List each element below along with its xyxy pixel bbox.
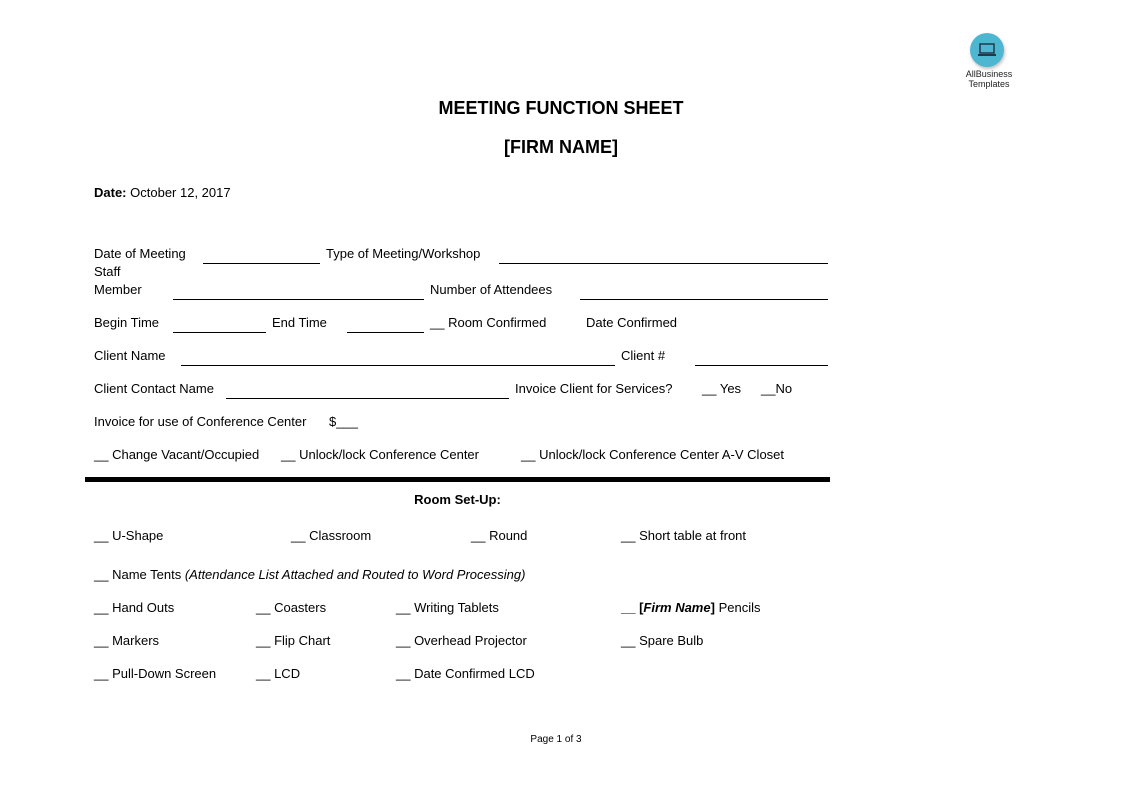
- logo-badge: [970, 33, 1004, 67]
- name-tents-note: (Attendance List Attached and Routed to Word Processing): [184, 567, 526, 582]
- coasters-checkbox[interactable]: __ Coasters: [256, 600, 327, 615]
- client-number-label: Client #: [621, 348, 666, 363]
- firm-name-title: [FIRM NAME]: [504, 137, 618, 157]
- short-table-checkbox[interactable]: __ Short table at front: [621, 528, 747, 543]
- u-shape-checkbox[interactable]: __ U-Shape: [94, 528, 164, 543]
- end-time-label: End Time: [272, 315, 327, 330]
- type-of-meeting-field[interactable]: [499, 263, 828, 264]
- date-of-meeting-field[interactable]: [203, 263, 320, 264]
- staff-label: Staff: [94, 264, 121, 279]
- date-confirmed-lcd-checkbox[interactable]: __ Date Confirmed LCD: [396, 666, 535, 681]
- overhead-projector-checkbox[interactable]: __ Overhead Projector: [396, 633, 527, 648]
- invoice-client-label: Invoice Client for Services?: [515, 381, 673, 396]
- pull-down-screen-checkbox[interactable]: __ Pull-Down Screen: [94, 666, 217, 681]
- logo-line-1: AllBusiness: [965, 69, 1013, 79]
- markers-checkbox[interactable]: __ Markers: [94, 633, 160, 648]
- unlock-av-checkbox[interactable]: __ Unlock/lock Conference Center A-V Closet: [521, 447, 785, 462]
- date-row: [94, 185, 231, 201]
- date-label: Date:: [94, 185, 127, 200]
- flip-chart-checkbox[interactable]: __ Flip Chart: [256, 633, 331, 648]
- round-checkbox[interactable]: __ Round: [471, 528, 528, 543]
- member-label: Member: [94, 282, 142, 297]
- staff-member-field[interactable]: [173, 299, 424, 300]
- invoice-conference-label: Invoice for use of Conference Center: [94, 414, 307, 429]
- change-vacant-checkbox[interactable]: __ Change Vacant/Occupied: [94, 447, 260, 462]
- date-confirmed-label: Date Confirmed: [586, 315, 678, 330]
- writing-tablets-checkbox[interactable]: __ Writing Tablets: [396, 600, 499, 615]
- spare-bulb-checkbox[interactable]: __ Spare Bulb: [621, 633, 704, 648]
- unlock-center-checkbox[interactable]: __ Unlock/lock Conference Center: [281, 447, 479, 462]
- client-number-field[interactable]: [695, 365, 828, 366]
- pencils-prefix: __ [: [621, 600, 644, 615]
- classroom-checkbox[interactable]: __ Classroom: [291, 528, 372, 543]
- pencils-firm-name: Firm Name: [643, 600, 711, 615]
- invoice-conference-amount[interactable]: $___: [329, 414, 358, 429]
- pencils-checkbox[interactable]: [621, 600, 760, 616]
- lcd-checkbox[interactable]: __ LCD: [256, 666, 301, 681]
- end-time-field[interactable]: [347, 332, 424, 333]
- pencils-bracket-close: ]: [710, 600, 715, 615]
- room-setup-heading: Room Set-Up:: [414, 492, 501, 507]
- client-name-field[interactable]: [181, 365, 615, 366]
- invoice-no-checkbox[interactable]: __No: [761, 381, 793, 396]
- name-tents-checkbox[interactable]: __ Name Tents: [94, 567, 182, 582]
- section-divider: [85, 477, 830, 482]
- number-of-attendees-field[interactable]: [580, 299, 828, 300]
- page-number: Page 1 of 3: [530, 734, 582, 745]
- room-confirmed-checkbox[interactable]: __ Room Confirmed: [430, 315, 547, 330]
- client-contact-name-label: Client Contact Name: [94, 381, 214, 396]
- page-title: MEETING FUNCTION SHEET: [438, 98, 684, 118]
- date-value: October 12, 2017: [130, 185, 231, 200]
- hand-outs-checkbox[interactable]: __ Hand Outs: [94, 600, 175, 615]
- client-name-label: Client Name: [94, 348, 166, 363]
- client-contact-name-field[interactable]: [226, 398, 509, 399]
- logo-text: [955, 69, 1023, 89]
- type-of-meeting-label: Type of Meeting/Workshop: [326, 246, 481, 261]
- logo-line-2: Templates: [968, 79, 1010, 89]
- name-tents-row[interactable]: [94, 567, 525, 583]
- begin-time-label: Begin Time: [94, 315, 160, 330]
- number-of-attendees-label: Number of Attendees: [430, 282, 553, 297]
- date-of-meeting-label: Date of Meeting: [94, 246, 186, 261]
- invoice-yes-checkbox[interactable]: __ Yes: [702, 381, 742, 396]
- pencils-suffix: Pencils: [714, 600, 761, 615]
- begin-time-field[interactable]: [173, 332, 266, 333]
- laptop-icon: [970, 33, 1004, 67]
